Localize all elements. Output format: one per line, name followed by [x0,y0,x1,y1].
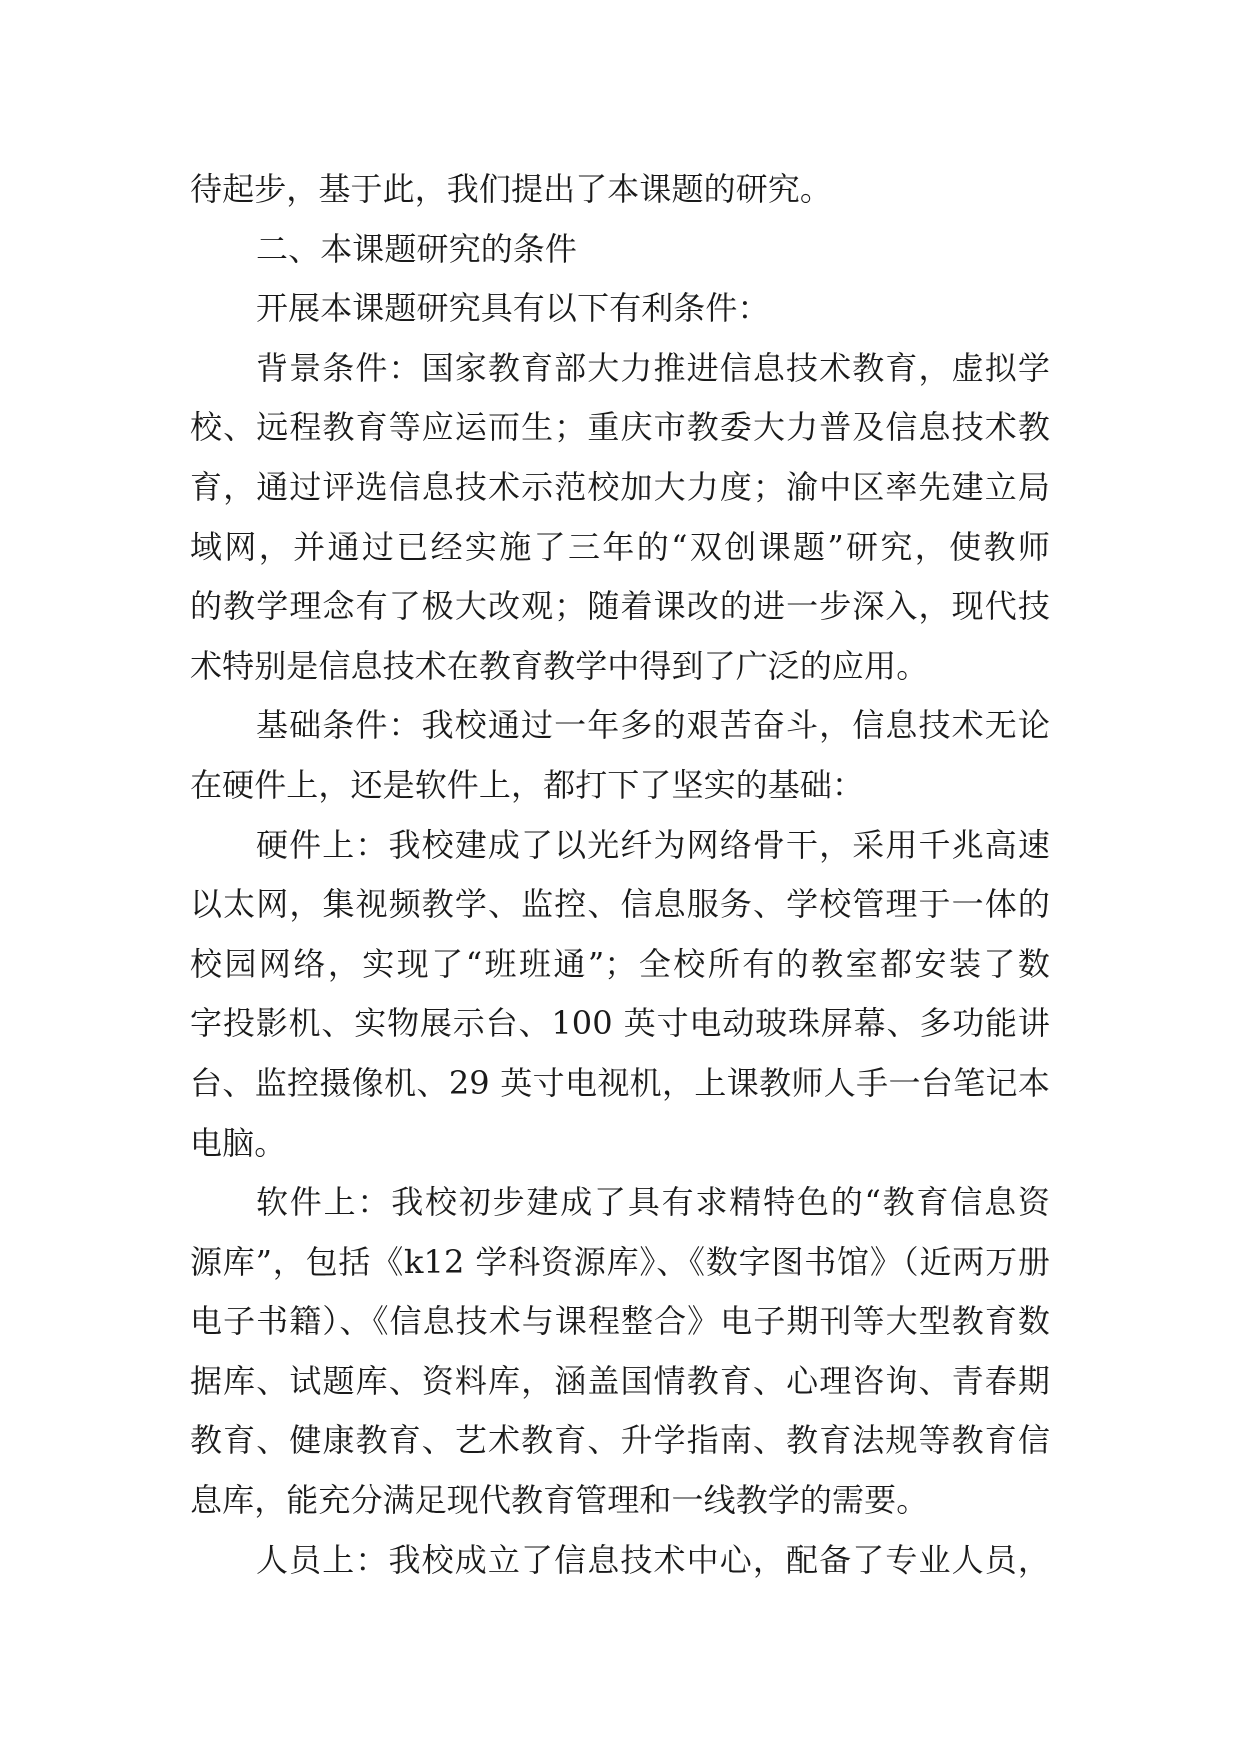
text-line-16: 台、监控摄像机、29 英寸电视机，上课教师人手一台笔记本 [190,1063,1050,1102]
section-heading: 二、本课题研究的条件 [256,229,578,268]
text-line-5: 校、远程教育等应运而生；重庆市教委大力普及信息技术教 [190,408,1050,447]
text-line-15: 字投影机、实物展示台、100 英寸电动玻珠屏幕、多功能讲 [190,1004,1050,1043]
text-line-9: 术特别是信息技术在教育教学中得到了广泛的应用。 [190,646,929,685]
text-line-23: 息库，能充分满足现代教育管理和一线教学的需要。 [190,1481,929,1520]
text-line-12: 硬件上：我校建成了以光纤为网络骨干，采用千兆高速 [256,825,1050,864]
text-line-22: 教育、健康教育、艺术教育、升学指南、教育法规等教育信 [190,1421,1050,1460]
text-line-17: 电脑。 [190,1123,287,1162]
text-line-3: 开展本课题研究具有以下有利条件： [256,289,770,328]
text-line-14: 校园网络，实现了“班班通”；全校所有的教室都安装了数 [190,944,1050,983]
text-line-20: 电子书籍）、《信息技术与课程整合》电子期刊等大型教育数 [190,1302,1050,1341]
text-line-24: 人员上：我校成立了信息技术中心，配备了专业人员， [256,1540,1050,1579]
text-line-1: 待起步，基于此，我们提出了本课题的研究。 [190,170,833,208]
text-line-18: 软件上：我校初步建成了具有求精特色的“教育信息资 [256,1183,1050,1222]
document-page [190,160,1050,1590]
text-line-4: 背景条件：国家教育部大力推进信息技术教育，虚拟学 [256,348,1050,387]
text-line-21: 据库、试题库、资料库，涵盖国情教育、心理咨询、青春期 [190,1361,1050,1400]
text-line-11: 在硬件上，还是软件上，都打下了坚实的基础： [190,765,865,804]
text-line-19: 源库”，包括《k12 学科资源库》、《数字图书馆》（近两万册 [190,1242,1050,1281]
text-line-7: 域网，并通过已经实施了三年的“双创课题”研究，使教师 [190,527,1050,566]
text-line-6: 育，通过评选信息技术示范校加大力度；渝中区率先建立局 [190,467,1050,506]
text-line-8: 的教学理念有了极大改观；随着课改的进一步深入，现代技 [190,587,1050,626]
text-line-10: 基础条件：我校通过一年多的艰苦奋斗，信息技术无论 [256,706,1050,745]
text-line-13: 以太网，集视频教学、监控、信息服务、学校管理于一体的 [190,885,1050,924]
